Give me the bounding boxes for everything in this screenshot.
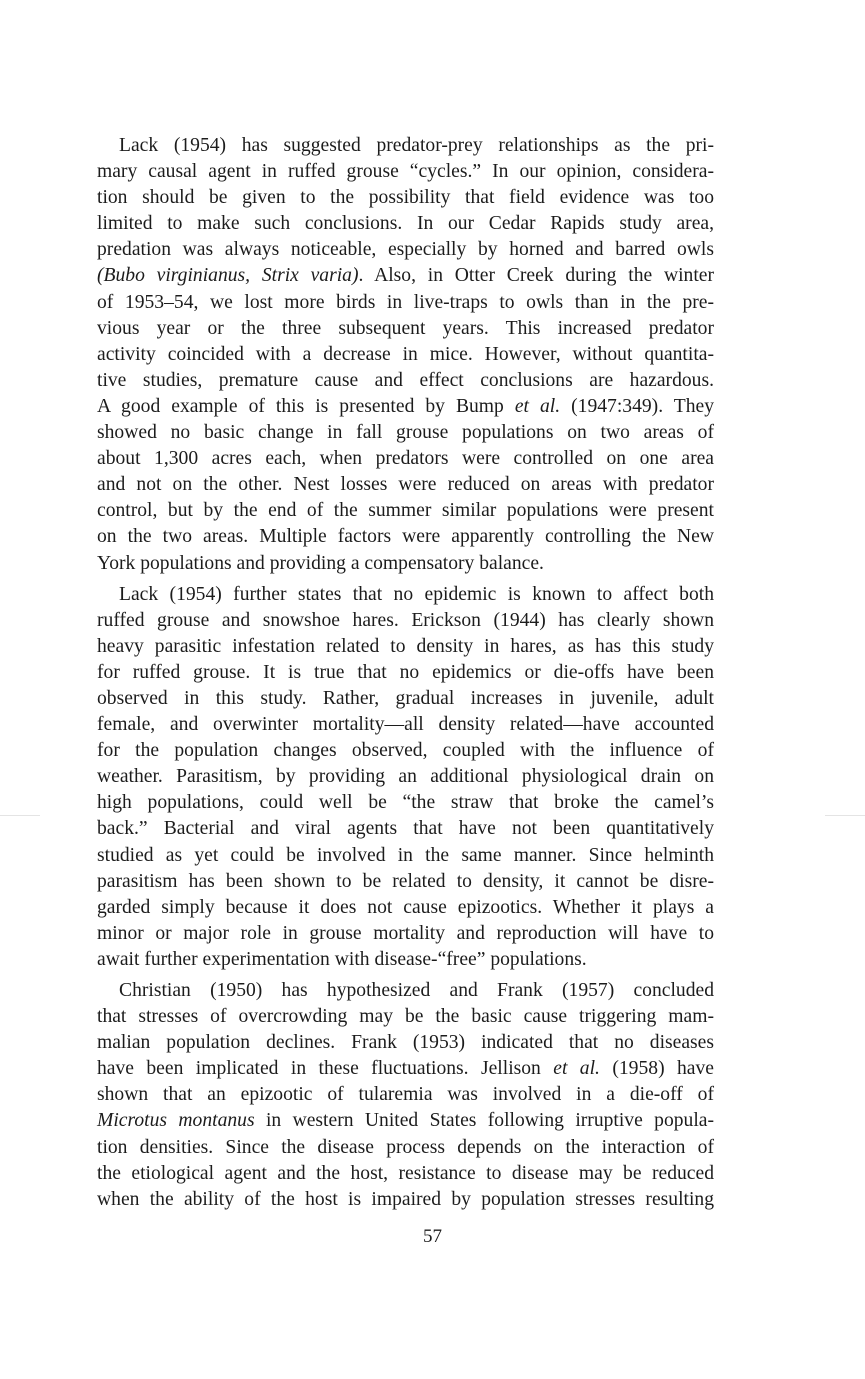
text-line: [97, 686, 714, 712]
text-run: . Also, in Otter Creek during the winter: [358, 265, 715, 287]
text-line: [97, 1030, 714, 1056]
text-run: activity coincided with a decrease in mice. However, without quantita-: [97, 343, 714, 365]
text-line: [97, 738, 714, 764]
text-run: back.” Bacterial and viral agents that have not been quantitatively: [97, 818, 714, 840]
text-line: [97, 1082, 714, 1108]
text-run: studied as yet could be involved in the same manner. Since helminth: [97, 844, 714, 866]
text-line: [97, 1004, 714, 1030]
text-line: [97, 185, 714, 211]
text-run: in western United States following irruptive popula-: [254, 1110, 715, 1132]
text-line: [97, 498, 714, 524]
text-line: [97, 290, 714, 316]
text-line: [97, 342, 714, 368]
italic-text: et al.: [514, 395, 561, 417]
text-run: tion should be given to the possibility that field evidence was too: [97, 187, 714, 209]
text-line: [97, 1161, 714, 1187]
text-line: [97, 316, 714, 342]
text-run: of 1953–54, we lost more birds in live-traps to owls than in the pre-: [97, 291, 714, 313]
text-line: [97, 582, 714, 608]
text-run: when the ability of the host is impaired by population stresses resulting: [97, 1188, 714, 1210]
text-line: [97, 843, 714, 869]
text-line: [97, 420, 714, 446]
text-line: [97, 524, 714, 550]
paragraph: [97, 582, 714, 973]
text-run: on the two areas. Multiple factors were apparently controlling the New: [97, 526, 714, 548]
scan-edge-mark-left: [0, 815, 40, 816]
text-line: [97, 816, 714, 842]
paragraph: [97, 133, 714, 577]
italic-text: (Bubo virginianus, Strix varia): [97, 265, 359, 287]
text-run: heavy parasitic infestation related to density in hares, as has this study: [97, 635, 714, 657]
text-run: vious year or the three subsequent years. This increased predator: [97, 317, 714, 339]
text-run: observed in this study. Rather, gradual increases in juvenile, adult: [97, 687, 714, 709]
text-run: limited to make such conclusions. In our Cedar Rapids study area,: [97, 213, 714, 235]
text-line: [97, 1056, 714, 1082]
text-run: weather. Parasitism, by providing an additional physiological drain on: [97, 766, 714, 788]
text-run: for ruffed grouse. It is true that no epidemics or die-offs have been: [97, 661, 714, 683]
text-line: [97, 133, 714, 159]
text-run: Lack (1954) further states that no epidemic is known to affect both: [119, 583, 714, 605]
text-run: shown that an epizootic of tularemia was involved in a die-off of: [97, 1084, 714, 1106]
text-run: garded simply because it does not cause epizootics. Whether it plays a: [97, 896, 714, 918]
text-run: Lack (1954) has suggested predator-prey relationships as the pri-: [119, 135, 714, 156]
text-run: York populations and providing a compensatory balance.: [97, 552, 544, 574]
text-run: that stresses of overcrowding may be the basic cause triggering mam-: [97, 1006, 714, 1028]
italic-text: Microtus montanus: [97, 1110, 255, 1132]
body-text: [97, 133, 714, 1218]
text-line: [97, 237, 714, 263]
text-line: [97, 1108, 714, 1134]
scan-edge-mark-right: [825, 815, 865, 816]
text-line: [97, 634, 714, 660]
text-run: tive studies, premature cause and effect conclusions are hazardous.: [97, 369, 714, 391]
text-run: for the population changes observed, coupled with the influence of: [97, 740, 714, 762]
text-run: showed no basic change in fall grouse populations on two areas of: [97, 422, 714, 444]
text-run: control, but by the end of the summer similar populations were present: [97, 500, 714, 522]
text-line: [97, 159, 714, 185]
text-run: female, and overwinter mortality—all density related—have accounted: [97, 714, 714, 736]
text-run: A good example of this is presented by Bump: [97, 395, 515, 417]
text-line: [97, 869, 714, 895]
text-run: high populations, could well be “the straw that broke the camel’s: [97, 792, 714, 814]
text-line: [97, 712, 714, 738]
text-line: [97, 978, 714, 1004]
text-line: [97, 764, 714, 790]
text-line: [97, 921, 714, 947]
text-run: (1958) have: [599, 1058, 714, 1080]
text-line: [97, 1187, 714, 1213]
text-line: [97, 551, 714, 577]
text-run: about 1,300 acres each, when predators were controlled on one area: [97, 448, 714, 470]
italic-text: et al.: [553, 1058, 600, 1080]
text-line: [97, 895, 714, 921]
text-run: malian population declines. Frank (1953) indicated that no diseases: [97, 1032, 714, 1054]
text-run: ruffed grouse and snowshoe hares. Erickson (1944) has clearly shown: [97, 609, 714, 631]
text-line: [97, 211, 714, 237]
text-run: minor or major role in grouse mortality and reproduction will have to: [97, 922, 714, 944]
text-line: [97, 660, 714, 686]
text-line: [97, 394, 714, 420]
text-run: the etiological agent and the host, resistance to disease may be reduced: [97, 1162, 714, 1184]
text-line: [97, 790, 714, 816]
text-run: predation was always noticeable, especially by horned and barred owls: [97, 239, 714, 261]
text-line: [97, 947, 714, 973]
paragraph: [97, 978, 714, 1213]
page-number: 57: [423, 1226, 442, 1247]
text-line: [97, 1135, 714, 1161]
text-run: and not on the other. Nest losses were reduced on areas with predator: [97, 474, 714, 496]
text-line: [97, 446, 714, 472]
text-line: [97, 368, 714, 394]
text-run: Christian (1950) has hypothesized and Frank (1957) concluded: [119, 980, 714, 1001]
text-line: [97, 608, 714, 634]
text-run: await further experimentation with disease-“free” populations.: [97, 948, 587, 970]
text-run: mary causal agent in ruffed grouse “cycles.” In our opinion, considera-: [97, 161, 714, 183]
text-run: (1947:349). They: [560, 395, 714, 417]
text-line: [97, 472, 714, 498]
text-run: tion densities. Since the disease process depends on the interaction of: [97, 1136, 714, 1158]
text-run: have been implicated in these fluctuations. Jellison: [97, 1058, 554, 1080]
text-line: [97, 263, 714, 289]
text-run: parasitism has been shown to be related to density, it cannot be disre-: [97, 870, 714, 892]
